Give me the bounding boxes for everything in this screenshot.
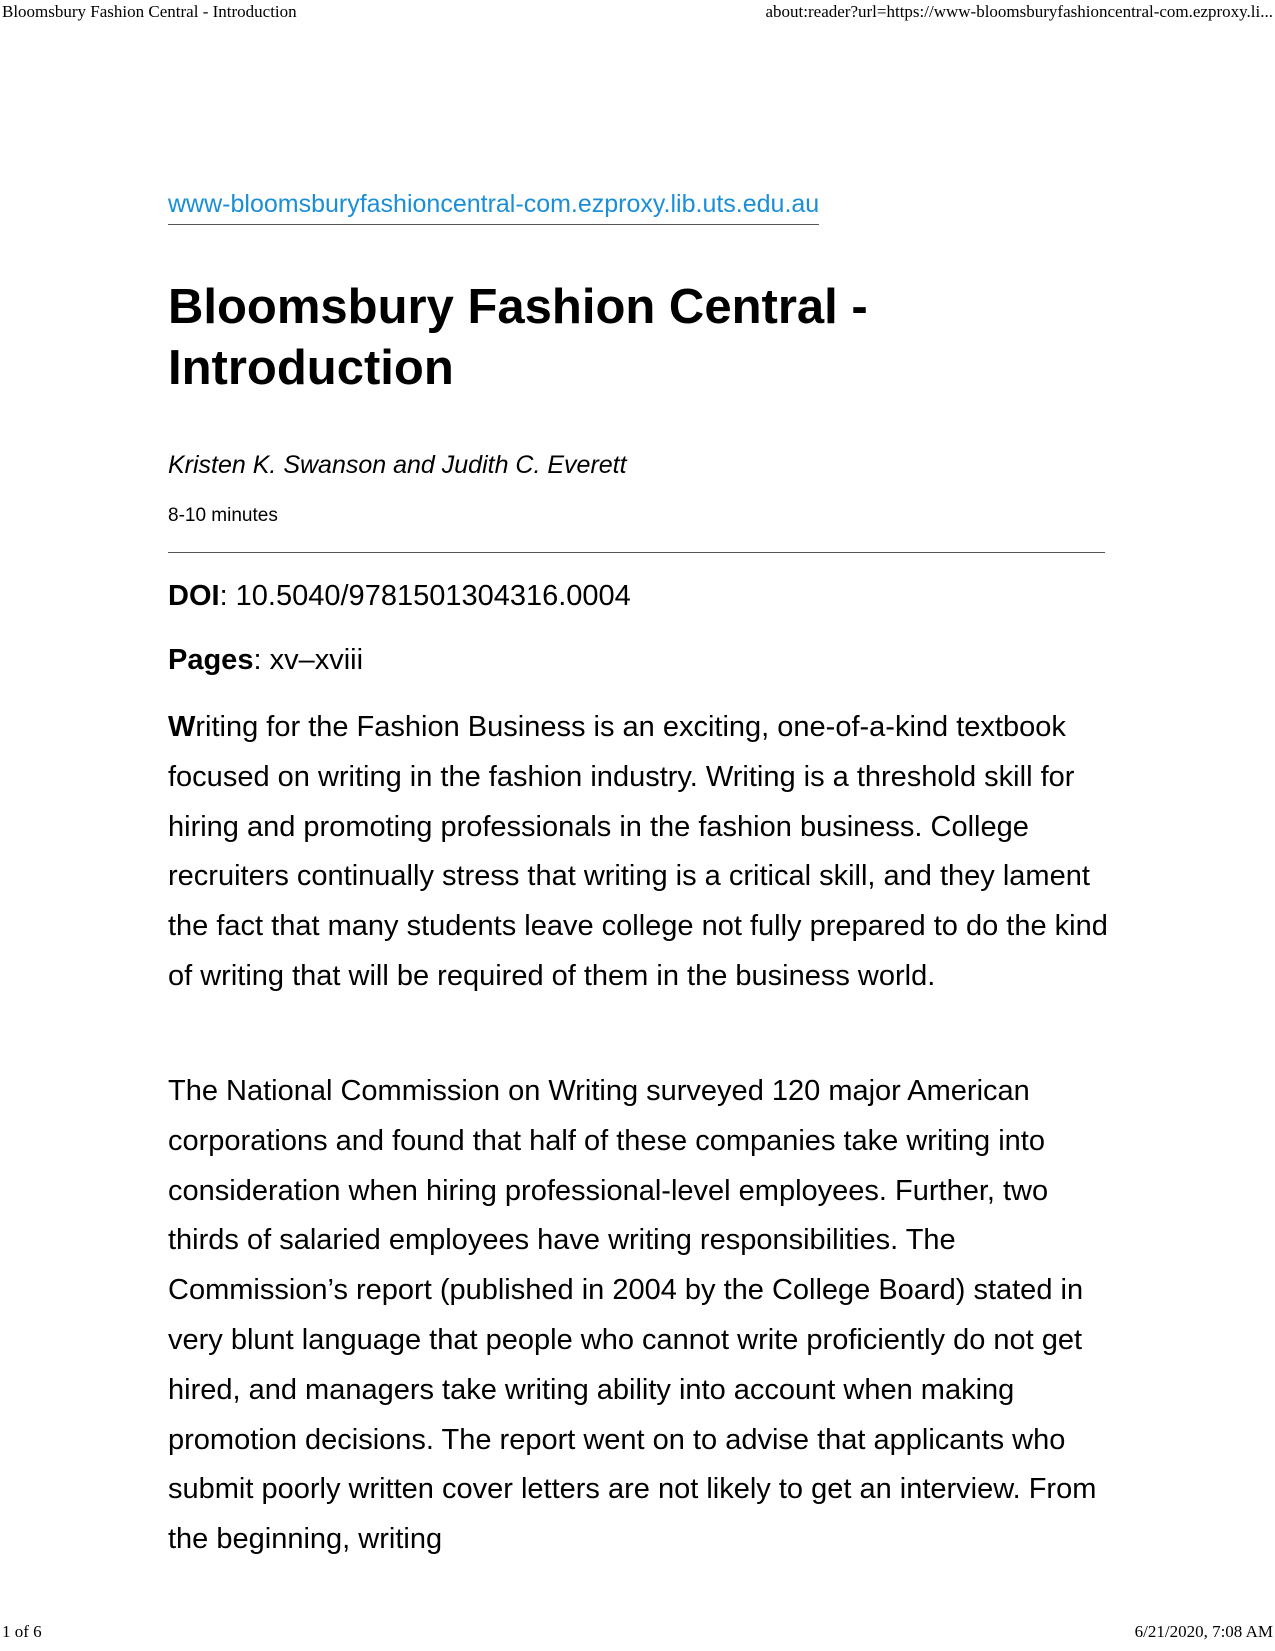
paragraph-initial: W [168,711,196,743]
print-footer [0,1622,1275,1646]
article-byline: Kristen K. Swanson and Judith C. Everett [168,451,627,479]
body-paragraph: The National Commission on Writing surveyed 120 major American corporations and found that half of these companies take writing into consideration when hiring professional-level employees. Further, two thirds of salaried employees have writing responsibilities. The Commission’s report (published in 2004 by the College Board) stated in very blunt language that people who cannot write proficiently do not get hired, and managers take writing ability into account when making promotion decisions. The report went on to advise that applicants who submit poorly written cover letters are not likely to get an interview. From the beginning, writing [168,1075,1097,1556]
print-header-url: about:reader?url=https://www-bloomsburyfashioncentral-com.ezproxy.li... [765,2,1273,21]
header-divider [168,552,1105,553]
pages-line [168,643,363,678]
paragraph-text: riting for the Fashion Business is an exciting, one-of-a-kind textbook focused on writing in the fashion industry. Writing is a threshold skill for hiring and promoting professionals in the fashion business. College recruiters continually stress that writing is a critical skill, and they lament the fact that many students leave college not fully prepared to do the kind of writing that will be required of them in the business world. [168,711,1108,992]
article-title: Bloomsbury Fashion Central - Introduction [168,280,868,395]
print-header-title: Bloomsbury Fashion Central - Introduction [2,2,297,21]
page-counter: 1 of 6 [2,1622,42,1641]
doi-value: : 10.5040/9781501304316.0004 [219,580,631,612]
source-domain-link[interactable]: www-bloomsburyfashioncentral-com.ezproxy.lib.uts.edu.au [168,189,819,225]
print-datetime: 6/21/2020, 7:08 AM [1134,1622,1273,1641]
pages-label: Pages [168,644,254,676]
reading-time: 8-10 minutes [168,505,278,526]
print-header [0,2,1275,26]
pages-value: : xv–xviii [253,644,364,676]
body-paragraph [168,703,1108,1002]
doi-label: DOI [168,580,220,612]
doi-line [168,579,631,614]
